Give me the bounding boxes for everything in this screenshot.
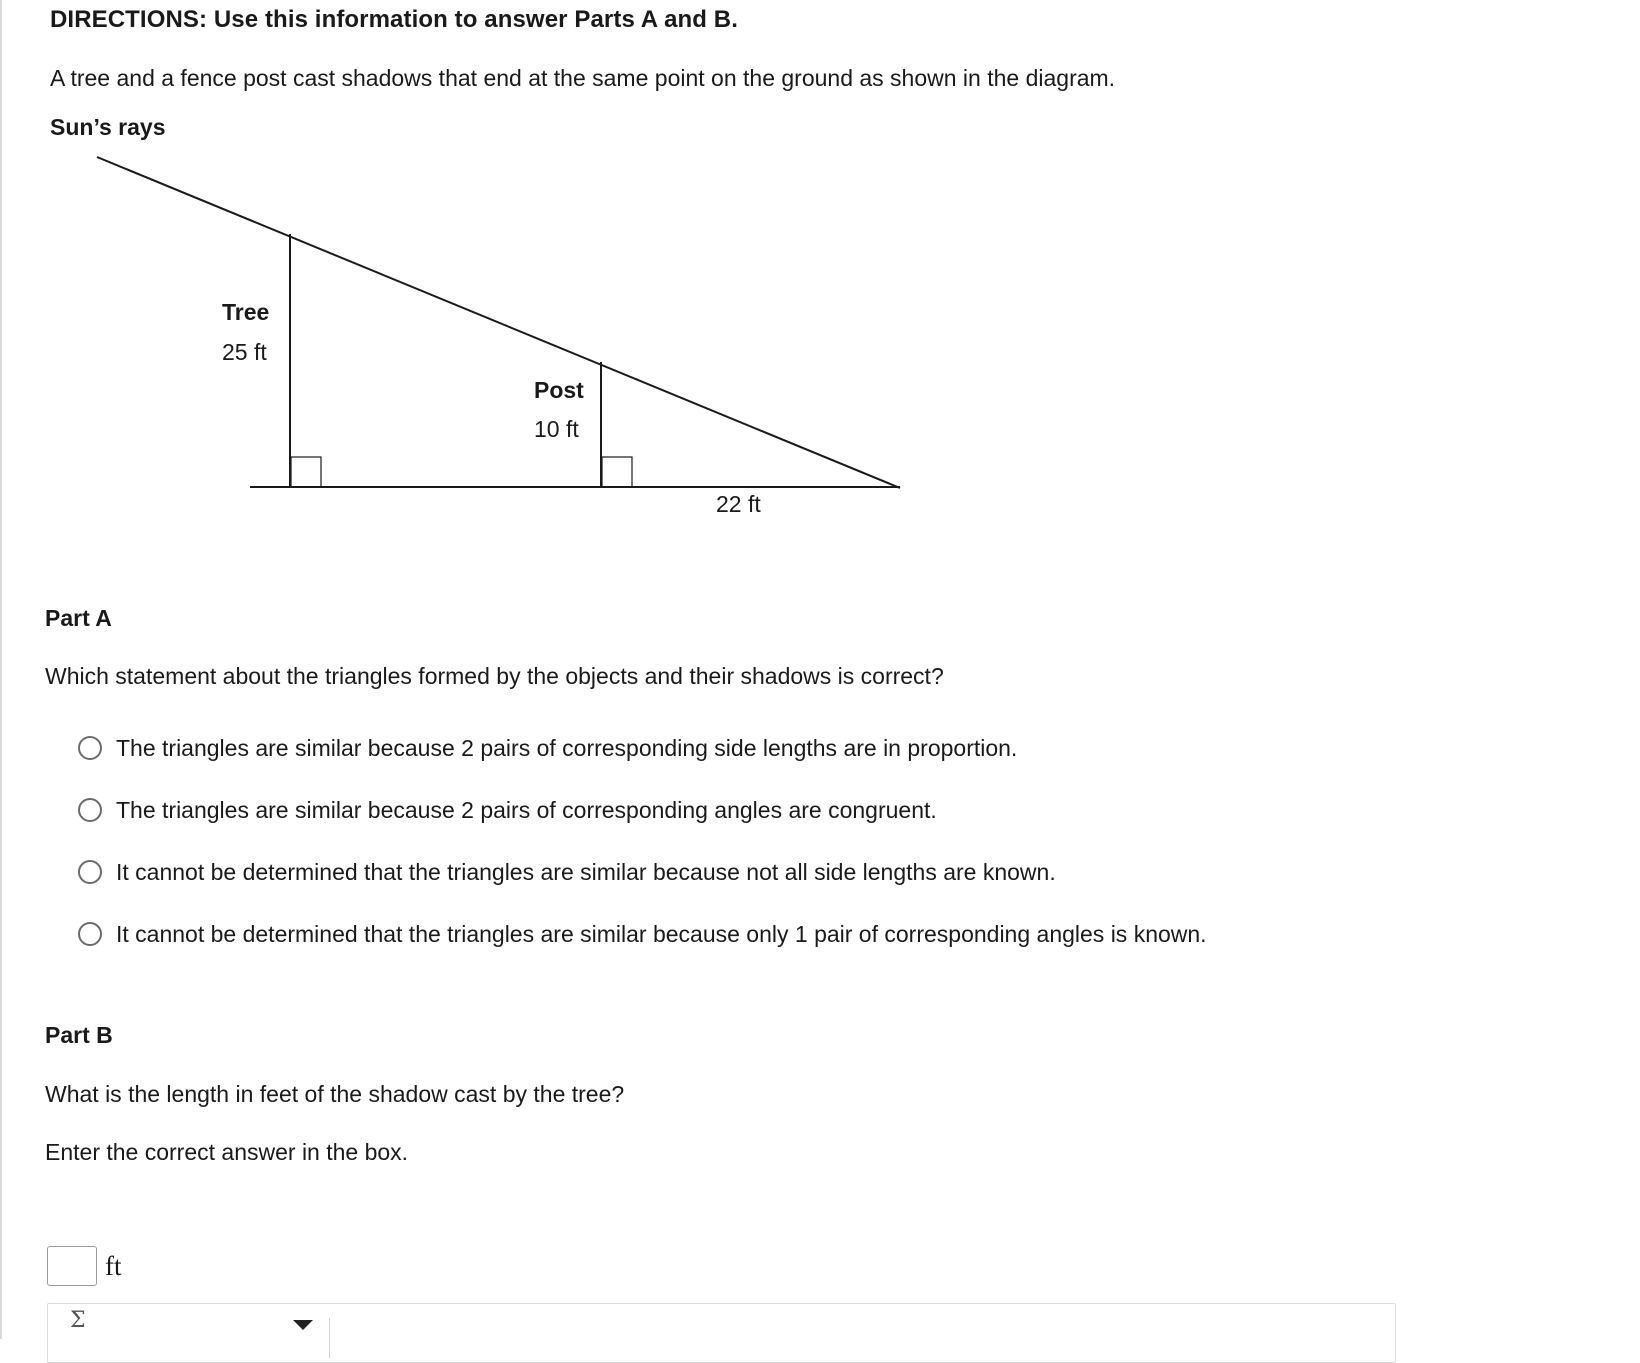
choice-option-2[interactable] <box>78 779 1207 841</box>
part-b-question: What is the length in feet of the shadow cast by the tree? <box>45 1081 625 1107</box>
choice-option-3[interactable] <box>78 841 1207 903</box>
tree-label: Tree <box>222 299 270 325</box>
toolbar-divider <box>329 1318 330 1358</box>
post-label: Post <box>534 377 584 403</box>
math-toolbar <box>47 1303 1396 1363</box>
tree-height-label: 25 ft <box>222 339 267 365</box>
choice-label-3: It cannot be determined that the triangles are similar because not all side lengths are known. <box>116 858 1056 885</box>
part-a-heading: Part A <box>45 605 112 631</box>
choice-option-1[interactable] <box>78 717 1207 779</box>
post-shadow-label: 22 ft <box>716 491 761 517</box>
radio-button-3[interactable] <box>78 860 102 884</box>
part-b-heading: Part B <box>45 1022 113 1048</box>
sigma-icon: Σ <box>70 1308 86 1333</box>
shadow-diagram <box>0 110 920 530</box>
choice-label-2: The triangles are similar because 2 pairs of corresponding angles are congruent. <box>116 796 937 823</box>
radio-button-4[interactable] <box>78 922 102 946</box>
sun-ray-line <box>97 157 900 488</box>
tree-right-angle-marker <box>291 457 321 487</box>
math-symbols-dropdown[interactable] <box>48 1304 328 1340</box>
radio-button-1[interactable] <box>78 736 102 760</box>
unit-label: ft <box>105 1250 122 1281</box>
answer-input[interactable] <box>47 1246 97 1286</box>
choice-label-4: It cannot be determined that the triangles are similar because only 1 pair of corresponding angles is known. <box>116 920 1207 947</box>
choice-label-1: The triangles are similar because 2 pairs of corresponding side lengths are in proportion. <box>116 734 1018 761</box>
part-a-question: Which statement about the triangles formed by the objects and their shadows is correct? <box>45 663 944 689</box>
part-a-choices <box>78 717 1207 965</box>
post-height-label: 10 ft <box>534 416 579 442</box>
answer-row <box>47 1246 122 1286</box>
choice-option-4[interactable] <box>78 903 1207 965</box>
sun-rays-label: Sun’s rays <box>50 114 166 140</box>
intro-text: A tree and a fence post cast shadows that end at the same point on the ground as shown in the diagram. <box>50 65 1116 91</box>
radio-button-2[interactable] <box>78 798 102 822</box>
directions-heading: DIRECTIONS: Use this information to answer Parts A and B. <box>50 6 739 33</box>
part-b-instruction: Enter the correct answer in the box. <box>45 1139 409 1165</box>
post-right-angle-marker <box>602 457 632 487</box>
chevron-down-icon <box>293 1320 313 1330</box>
